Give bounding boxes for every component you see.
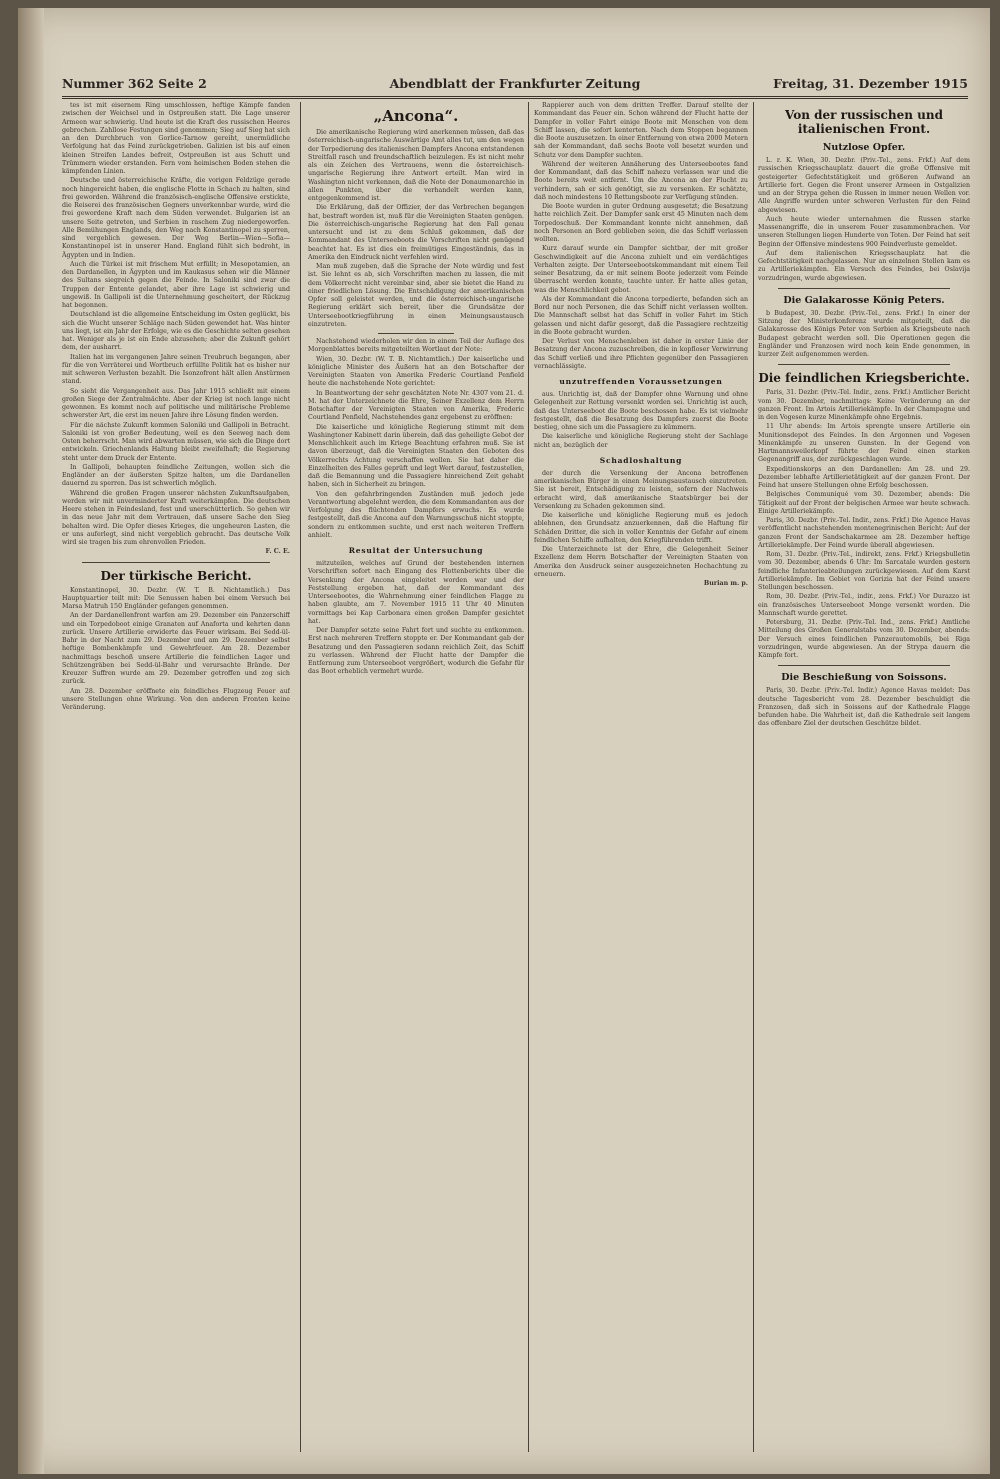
paragraph: Der Verlust von Menschenleben ist daher in erster Linie der Besatzung der Ancona zuzuschreiben, die in kopfloser Verwirrung das Schiff verließ und ihre Pflichten gegenüber den Passagieren vernachlässigte. [534, 338, 748, 370]
paragraph: So sieht die Vergangenheit aus. Das Jahr 1915 schließt mit einem großen Siege der Zentralmächte. Aber der Krieg ist noch lange nicht gewonnen. Es kommt noch auf politische und militärische Probleme schwerster Art, die erst im neuen Jahre ihre Lösung finden werden. [62, 387, 290, 420]
paragraph: Petersburg, 31. Dezbr. (Priv.-Tel. Ind., zens. Frkf.) Amtliche Mitteilung des Großen Generalstabs vom 30. Dezember, abends: Der Versuch eines feindlichen Panzerautomobils, bei Riga vorzudringen, wurde abgewiesen. An der Strypa dauern die Kämpfe fort. [758, 619, 970, 659]
paragraph: In Beantwortung der sehr geschätzten Note Nr. 4307 vom 21. d. M. hat der Unterzeichnete die Ehre, Seiner Exzellenz dem Herrn Botschafter der Vereinigten Staaten von Amerika, Frederic Courtland Penfield, Nachstehendes ganz ergebenst zu eröffnen: [308, 389, 524, 422]
heading-enemy-war-reports: Die feindlichen Kriegsberichte. [758, 371, 970, 386]
paragraph: aus. Unrichtig ist, daß der Dampfer ohne Warnung und ohne Gelegenheit zur Rettung versenkt worden sei. Unrichtig ist auch, daß das Unterseeboot die Boote beschossen habe. Es ist vielmehr festgestellt, daß die Besatzung des Dampfers zuerst die Boote bestieg, ohne sich um die Passagiere zu kümmern. [534, 391, 748, 431]
column-divider [528, 102, 529, 1452]
paragraph: Nachstehend wiederholen wir den in einem Teil der Auflage des Morgenblattes bereits mitgeteilten Wortlaut der Note: [308, 338, 524, 354]
paragraph: Rom, 31. Dezbr. (Priv.-Tel., indirekt, zens. Frkf.) Kriegsbulletin vom 30. Dezember, abends 6 Uhr: Im Sarcatale wurden gestern feindliche Infanterieabteilungen zurückgewiesen. Auf dem Karst Artilleriekämpfe. Im Gebiet von Gorizia hat der Feind unsere Stellungen beschossen. [758, 551, 970, 591]
subheading-compensation: Schadloshaltung [599, 455, 683, 465]
paragraph: Die kaiserliche und königliche Regierung steht der Sachlage nicht an, bezüglich der [534, 433, 748, 449]
paragraph: b Budapest, 30. Dezbr. (Priv.-Tel., zens. Frkf.) In einer der Sitzung der Ministerkonferenz wurde mitgeteilt, daß die Galakarosse des Königs Peter von Serbien als Kriegsbeute nach Budapest gebracht werden soll. Die Operationen gegen die Engländer und Franzosen wird noch kein Ende genommen, in kurzer Zeit aufgenommen werden. [758, 309, 970, 358]
paragraph: Auch heute wieder unternahmen die Russen starke Massenangriffe, die in unserem Feuer zusammenbrachen. Vor unseren Stellungen liegen Hunderte von Toten. Der Feind hat seit Beginn der Offensive mindestens 900 Feindverluste gemeldet. [758, 215, 970, 248]
paragraph: 11 Uhr abends: Im Artois sprengte unsere Artillerie ein Munitionsdepot des Feindes. In den Argonnen und Vogesen Minenkämpfe zu unseren Gunsten. In der Gegend von Hartmannsweilerkopf führte der Feind einen starken Gegenangriff aus, der zurückgeschlagen wurde. [758, 423, 970, 464]
paragraph: Paris, 31. Dezbr. (Priv.-Tel. Indir., zens. Frkf.) Amtlicher Bericht vom 30. Dezember, nachmittags: Keine Veränderung an der ganzen Front. Im Artois Artilleriekämpfe. In der Champagne und in den Vogesen kurze Minenkämpfe ohne Ergebnis. [758, 389, 970, 421]
paragraph: Deutsche und österreichische Kräfte, die vorigen Feldzüge gerade noch hingereicht haben, die englische Flotte in Schach zu halten, sind frei geworden. Während die französisch-englische Offensive erstickte, die Reiserei des französischen Gegners unverkennbar wurde, wird die frei gewordene Kraft nach dem Süden verwendet. Bulgarien ist an unsere Seite getreten, und Serbien in raschem Zug niedergeworfen. Alle Bemühungen Englands, den Weg nach Konstantinopel zu sperren, sind vergeblich gewesen. Der Weg Berlin—Wien—Sofia—Konstantinopel ist in unserer Hand. England fühlt sich bedroht, in Ägypten und in Indien. [62, 177, 290, 259]
paragraph: Die kaiserliche und königliche Regierung stimmt mit dem Washingtoner Kabinett darin überein, daß das geheiligte Gebot der Menschlichkeit auch im Kriege Beachtung erfahren muß. Sie ist davon überzeugt, daß die Vereinigten Staaten den Geboten des Völkerrechts Achtung verschaffen wollen. Sie hat daher die Einzelheiten des Falles geprüft und legt Wert darauf, festzustellen, daß die Bemannung und die Passagiere hinreichend Zeit gehabt haben, sich in Sicherheit zu bringen. [308, 423, 524, 489]
column-2 [308, 102, 524, 1452]
paragraph: Belgisches Communiqué vom 30. Dezember, abends: Die Tätigkeit auf der Front der belgischen Armee war heute schwach. Einige Artilleriekämpfe. [758, 491, 970, 515]
column-divider [300, 102, 301, 1452]
paragraph: Kurz darauf wurde ein Dampfer sichtbar, der mit großer Geschwindigkeit auf die Ancona zuhielt und ein verdächtiges Verhalten zeigte. Der Unterseebootskommandant mit einem Teil seiner Besatzung, da er mit seinem Boote jederzeit vom Feinde überrascht werden konnte, tauchte unter. Er hatte alles getan, was die Menschlichkeit gebot. [534, 245, 748, 294]
paragraph: Deutschland ist die allgemeine Entscheidung im Osten geglückt, bis sich die Wucht unserer Schläge nach Süden gewendet hat. Was hinter uns liegt, ist ein Jahr der Erfolge, wie es die Geschichte selten gesehen hat. Weniger als je ist ein Ende abzusehen; aber die Zukunft gehört dem, der ausharrt. [62, 311, 290, 352]
subheading-result: Resultat der Untersuchung [348, 546, 484, 555]
paragraph: Wien, 30. Dezbr. (W. T. B. Nichtamtlich.) Der kaiserliche und königliche Minister des Äußern hat an den Botschafter der Vereinigten Staaten von Amerika Frederic Courtland Penfield heute die nachstehende Note gerichtet: [308, 355, 524, 388]
paragraph: der durch die Versenkung der Ancona betroffenen amerikanischen Bürger in einen Meinungsaustausch einzutreten. Sie ist bereit, Entschädigung zu leisten, sofern der Nachweis erbracht wird, daß amerikanische Staatsbürger bei der Versenkung zu Schaden gekommen sind. [534, 469, 748, 510]
heading-russian-italian-front: Von der russischen und italienischen Front. [785, 108, 943, 136]
heading-soissons: Die Beschießung von Soissons. [781, 672, 947, 684]
paragraph: Während die großen Fragen unserer nächsten Zukunftsaufgaben, werden wir mit unverminderter Kraft weiterkämpfen. Die deutschen Heere stehen in Feindesland, fest und unerschütterlich. So gehen wir in das neue Jahr mit dem Vertrauen, daß unsere Sache den Sieg behalten wird. Die Opfer dieses Krieges, die ungeheuren Lasten, die er uns auferlegt, sind nicht vergeblich gebracht. Das deutsche Volk wird sie tragen bis zum ehrenvollen Frieden. [62, 489, 290, 546]
newspaper-page [18, 8, 990, 1474]
column-divider [753, 102, 754, 1452]
section-divider [778, 288, 950, 289]
paragraph: tes ist mit eisernem Ring umschlossen, heftige Kämpfe fanden zwischen der Weichsel und in Ostpreußen statt. Die Lage unserer Armeen war schwierig. Und heute ist die Kraft des russischen Heeres gebrochen. Zahllose Festungen sind genommen; Sieg auf Sieg hat sich an den Durchbruch von Gorlice-Tarnow gereiht, unermüdliche Verfolgung hat das Feind zurückgetrieben. Galizien ist bis auf einen kleinen Streifen Landes befreit, Ostpreußen ist aus Schutt und Trümmern wieder erstanden. Fern vom heimischen Boden stehen die kämpfenden Linien. [62, 102, 290, 175]
author-signature: Burian m. p. [703, 580, 748, 587]
paragraph: Die amerikanische Regierung wird anerkennen müssen, daß das österreichisch-ungarische Auswärtige Amt alles tut, um den wegen der Torpedierung des italienischen Dampfers Ancona entstandenen Streitfall rasch und freundschaftlich beizulegen. Es ist nicht mehr als ein Zeichen des Vertrauens, wenn die österreichisch-ungarische Regierung ihre Antwort erteilt. Man wird in Washington nicht verkennen, daß die Note der Donaumonarchie in allen Punkten, über die verhandelt werden kann, entgegenkommend ist. [308, 129, 524, 202]
paragraph: An der Dardanellenfront warfen am 29. Dezember ein Panzerschiff und ein Torpedoboot einige Granaten auf Anaforta und kehrten dann zurück. Unsere Artillerie erwiderte das Feuer wirksam. Bei Sedd-ül-Bahr in der Nacht zum 29. Dezember und am 29. Dezember selbst heftige Bombenkämpfe und Gewehrfeuer. Am 28. Dezember nachmittags beschoß unsere Artillerie die feindlichen Lager und Schützengräben bei Sedd-ül-Bahr und verursachte Brände. Der Kreuzer Suffren wurde am 29. Dezember getroffen und zog sich zurück. [62, 612, 290, 686]
section-divider [82, 562, 270, 563]
heading-turkish-report: Der türkische Bericht. [100, 568, 252, 583]
newspaper-title: Abendblatt der Frankfurter Zeitung [389, 76, 641, 91]
paragraph: Die Unterzeichnete ist der Ehre, die Gelegenheit Seiner Exzellenz dem Herrn Botschafter der Vereinigten Staaten von Amerika den Ausdruck seiner ausgezeichneten Hochachtung zu erneuern. [534, 546, 748, 578]
paragraph: Die kaiserliche und königliche Regierung muß es jedoch ablehnen, den Grundsatz anzuerkennen, daß die Haftung für Schäden Dritter, die sich in voller Kenntnis der Gefahr auf einem feindlichen Schiffe aufhalten, den Kriegführenden trifft. [534, 512, 748, 544]
paragraph: Von den gefahrbringenden Zuständen muß jedoch jede Verantwortung abgelehnt werden, die dem Kommandanten aus der Verfolgung des flüchtenden Dampfers erwuchs. Es wurde festgestellt, daß die Ancona auf den Warnungsschuß nicht stoppte, sondern zu entkommen suchte, und erst nach weiteren Treffern anhielt. [308, 490, 524, 539]
paragraph: In Gallipoli, behaupten feindliche Zeitungen, wollen sich die Engländer an der äußersten Spitze halten, um die Dardanellen dauernd zu sperren. Das ist schwerlich möglich. [62, 463, 290, 488]
paragraph: Der Dampfer setzte seine Fahrt fort und suchte zu entkommen. Erst nach mehreren Treffern stoppte er. Der Kommandant gab der Besatzung und den Passagieren sodann reichlich Zeit, das Schiff zu verlassen. Während der Flucht hatte der Dampfer die Entfernung zum Unterseeboot vergrößert, wodurch die Gefahr für das Boot erheblich vermehrt wurde. [308, 627, 524, 676]
column-1 [62, 102, 290, 1452]
paragraph: Paris, 30. Dezbr. (Priv.-Tel. Indir., zens. Frkf.) Die Agence Havas veröffentlicht nachstehenden montenegrinischen Bericht: Auf der ganzen Front der Sandschakarmee am 28. Dezember heftige Artilleriekämpfe. Der Feind wurde überall abgewiesen. [758, 517, 970, 549]
subheading-useless-sacrifices: Nutzlose Opfer. [822, 142, 906, 153]
paragraph: Expeditionskorps an den Dardanellen: Am 28. und 29. Dezember lebhafte Artillerietätigkeit auf der ganzen Front. Der Feind hat unsere Stellungen ohne Erfolg beschossen. [758, 465, 970, 489]
masthead [62, 74, 968, 99]
paragraph: Konstantinopel, 30. Dezbr. (W. T. B. Nichtamtlich.) Das Hauptquartier teilt mit: Die Senussen haben bei einem Versuch bei Marsa Matruh 150 Engländer gefangen genommen. [62, 586, 290, 610]
paragraph: Rom, 30. Dezbr. (Priv.-Tel., indir., zens. Frkf.) Vor Durazzo ist ein französisches Unterseeboot Monge versenkt worden. Die Mannschaft wurde gerettet. [758, 593, 970, 617]
paragraph: Für die nächste Zukunft kommen Saloniki und Gallipoli in Betracht. Saloniki ist von großer Bedeutung, weil es den Seeweg nach dem Osten beherrscht. Man wird abwarten müssen, wie sich die Dinge dort entwickeln. Griechenlands Haltung bleibt zweifelhaft; die Regierung steht unter dem Druck der Entente. [62, 421, 290, 462]
paragraph: Auf dem italienischen Kriegsschauplatz hat die Gefechtstätigkeit nachgelassen. Nur an einzelnen Stellen kam es zu Artilleriekämpfen. Ein Versuch des Feindes, bei Oslavija vorzudringen, wurde abgewiesen. [758, 249, 970, 282]
paragraph: Man muß zugeben, daß die Sprache der Note würdig und fest ist. Sie lehnt es ab, sich Vorschriften machen zu lassen, die mit dem Völkerrecht nicht vereinbar sind, aber sie bietet die Hand zu einer friedlichen Lösung. Die Entschädigung der amerikanischen Opfer soll geleistet werden, und die österreichisch-ungarische Regierung erklärt sich bereit, über die Grundsätze der Unterseebootkriegführung in einen Meinungsaustausch einzutreten. [308, 263, 524, 328]
section-divider [778, 364, 950, 365]
paragraph: Die Boote wurden in guter Ordnung ausgesetzt; die Besatzung hatte reichlich Zeit. Der Dampfer sank erst 45 Minuten nach dem Torpedoschuß. Der Kommandant konnte nicht annehmen, daß noch Personen an Bord geblieben seien, die das Schiff verlassen wollten. [534, 203, 748, 243]
section-divider [378, 333, 454, 334]
paragraph: L. r. K. Wien, 30. Dezbr. (Priv.-Tel., zens. Frkf.) Auf dem russischen Kriegsschauplatz dauert die große Offensive mit gesteigerter Gefechtstätigkeit und größeren Aufwand an Artillerie fort. Gegen die Front unserer Armeen in Ostgalizien und an der Strypa gehen die Russen in immer neuen Wellen vor. Alle Angriffe wurden unter schweren Verlusten für den Feind abgewiesen. [758, 157, 970, 214]
section-divider [778, 665, 950, 666]
heading-gala-carriage: Die Galakarosse König Peters. [783, 294, 945, 306]
paragraph: Italien hat im vergangenen Jahre seinen Treubruch begangen, aber für die von Verräterei und Wortbruch erfüllte Politik hat es bisher nur mit schweren Verlusten bezahlt. Die Isonzofront hält allen Anstürmen stand. [62, 353, 290, 386]
paragraph: Rappierer auch von dem dritten Treffer. Darauf stellte der Kommandant das Feuer ein. Schon während der Flucht hatte der Dampfer in voller Fahrt einige Boote mit Menschen von dem Schiff lassen, die sofort kenterten. Nach dem Stoppen begannen die Boote auszusetzen. In einer Entfernung von etwa 2000 Metern sah der Kommandant, daß sechs Boote voll besetzt wurden und Schutz vor dem Dampfer suchten. [534, 102, 748, 159]
column-3 [534, 102, 748, 1452]
column-4 [758, 102, 970, 1452]
paragraph: Am 28. Dezember eröffnete ein feindliches Flugzeug Feuer auf unsere Stellungen ohne Wirkung. Von den anderen Fronten keine Veränderung. [62, 687, 290, 711]
page-number: Nummer 362 Seite 2 [62, 76, 207, 91]
subheading-assumptions: unzutreffenden Voraussetzungen [559, 377, 723, 386]
heading-ancona: „Ancona“. [373, 107, 459, 125]
paragraph: mitzuteilen, welches auf Grund der bestehenden internen Vorschriften sofort nach Eingang des Flottenberichts über die Versenkung der Ancona eingeleitet worden war und der Feststellung ergeben hat, daß der Kommandant des Unterseebootes, die Wahrnehmung einer feindlichen Flagge zu haben glaubte, am 7. November 1915 11 Uhr 40 Minuten vormittags bei Kap Carbonara einen großen Dampfer gesichtet hat. [308, 560, 524, 625]
paragraph: Auch die Türkei ist mit frischem Mut erfüllt; in Mesopotamien, an den Dardanellen, in Ägypten und im Kaukasus sehen wir die Männer des Sultans siegreich gegen die Feinde. In Saloniki sind zwar die Truppen der Entente gelandet, aber ihre Lage ist schwierig und ungewiß. In Gallipoli ist die Unternehmung gescheitert, der Rückzug hat begonnen. [62, 260, 290, 309]
author-signature: F. C. E. [265, 548, 290, 556]
paragraph: Paris, 30. Dezbr. (Priv.-Tel. Indir.) Agence Havas meldet: Das deutsche Tagesbericht vom 28. Dezember beschuldigt die Franzosen, daß sich in Soissons auf der Kathedrale Flagge befunden habe. Die Wahrheit ist, daß die Kathedrale seit langem das offenbare Ziel der deutschen Geschütze bildet. [758, 687, 970, 728]
paragraph: Die Erklärung, daß der Offizier, der das Verbrechen begangen hat, bestraft worden ist, muß für die Vereinigten Staaten genügen. Die österreichisch-ungarische Regierung hat den Fall genau untersucht und ist zu dem Schluß gekommen, daß der Kommandant des Unterseeboots die Vorschriften nicht genügend beachtet hat. Es ist dies ein freimütiges Eingeständnis, das in Amerika den Eindruck nicht verfehlen wird. [308, 204, 524, 261]
paragraph: Während der weiteren Annäherung des Unterseebootes fand der Kommandant, daß das Schiff nahezu verlassen war und die Boote bereits weit entfernt. Um die Ancona an der Flucht zu verhindern, sah er sich genötigt, sie zu versenken. Er schätzte, daß noch mindestens 10 Rettungsboote zur Verfügung stünden. [534, 160, 748, 201]
paragraph: Als der Kommandant die Ancona torpedierte, befanden sich an Bord nur noch Personen, die das Schiff nicht verlassen wollten. Die Mannschaft selbst hat das Schiff in voller Fahrt im Stich gelassen und nicht dafür gesorgt, daß die Passagiere rechtzeitig in die Boote gebracht wurden. [534, 295, 748, 336]
issue-date: Freitag, 31. Dezember 1915 [773, 76, 968, 91]
